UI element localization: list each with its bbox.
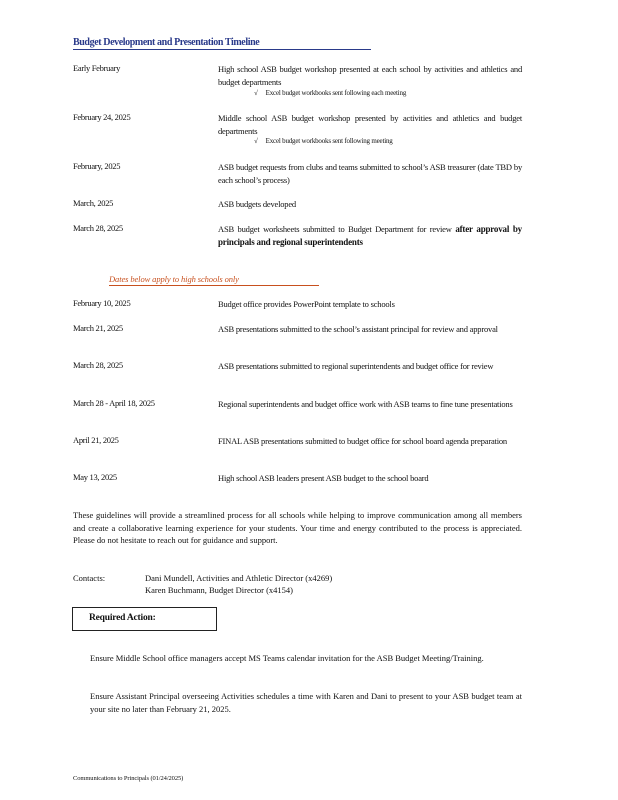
guidelines-paragraph: These guidelines will provide a streamlined process for all schools while helping to improve communication among all members and create a collaborative learning experience for your students. Your time and energy contributed to the process is appreciated. Please do not hesitate to reach out for guidance and support. xyxy=(73,510,522,545)
timeline-description: ASB budgets developed xyxy=(218,199,296,209)
timeline-description: Middle school ASB budget workshop presented by activities and athletics and budget departments xyxy=(218,113,522,136)
contact-person: Karen Buchmann, Budget Director (x4154) xyxy=(145,585,293,595)
check-icon: √ xyxy=(254,137,258,145)
timeline-date: March 21, 2025 xyxy=(73,323,123,333)
timeline-date: March 28, 2025 xyxy=(73,360,123,370)
timeline-description: High school ASB budget workshop presented at each school by activities and athletics and budget departments xyxy=(218,64,522,87)
timeline-description: FINAL ASB presentations submitted to budget office for school board agenda preparation xyxy=(218,436,507,446)
timeline-description: Regional superintendents and budget office work with ASB teams to fine tune presentations xyxy=(218,399,513,409)
timeline-subitem xyxy=(254,89,406,97)
page-title: Budget Development and Presentation Timeline xyxy=(73,37,260,48)
timeline-subitem-text: Excel budget workbooks sent following each meeting xyxy=(265,89,407,97)
timeline-description xyxy=(218,223,522,248)
timeline-description: High school ASB leaders present ASB budget to the school board xyxy=(218,473,429,483)
high-school-note: Dates below apply to high schools only xyxy=(109,274,239,284)
timeline-date: February, 2025 xyxy=(73,161,121,171)
timeline-date: March 28 - April 18, 2025 xyxy=(73,398,155,408)
timeline-description-bold: after approval by principals and regional superintendents xyxy=(218,224,522,247)
timeline-subitem xyxy=(254,137,393,145)
timeline-description: Budget office provides PowerPoint template to schools xyxy=(218,299,395,309)
timeline-date: February 24, 2025 xyxy=(73,112,131,122)
timeline-date: Early February xyxy=(73,63,121,73)
contact-person: Dani Mundell, Activities and Athletic Director (x4269) xyxy=(145,573,333,583)
check-icon: √ xyxy=(254,89,258,97)
timeline-date: April 21, 2025 xyxy=(73,435,119,445)
timeline-date: May 13, 2025 xyxy=(73,472,117,482)
timeline-date: February 10, 2025 xyxy=(73,298,131,308)
page-footer: Communications to Principals (01/24/2025) xyxy=(73,775,184,782)
title-underline xyxy=(73,49,371,50)
required-action-item: Ensure Middle School office managers accept MS Teams calendar invitation for the ASB Budget Meeting/Training. xyxy=(90,653,484,663)
timeline-description-text: ASB budget worksheets submitted to Budget Department for review xyxy=(218,224,452,234)
timeline-description: ASB presentations submitted to regional superintendents and budget office for review xyxy=(218,361,494,371)
required-action-label: Required Action: xyxy=(89,613,156,623)
required-action-item: Ensure Assistant Principal overseeing Activities schedules a time with Karen and Dani to present to your ASB budget team at your site no later than February 21, 2025. xyxy=(90,691,522,714)
timeline-date: March, 2025 xyxy=(73,198,114,208)
timeline-description: ASB presentations submitted to the school’s assistant principal for review and approval xyxy=(218,324,498,334)
timeline-subitem-text: Excel budget workbooks sent following meeting xyxy=(265,137,393,145)
timeline-description: ASB budget requests from clubs and teams submitted to school’s ASB treasurer (date TBD by each school’s process) xyxy=(218,162,522,185)
contacts-label: Contacts: xyxy=(73,573,106,583)
note-underline xyxy=(109,285,319,286)
timeline-date: March 28, 2025 xyxy=(73,223,123,233)
